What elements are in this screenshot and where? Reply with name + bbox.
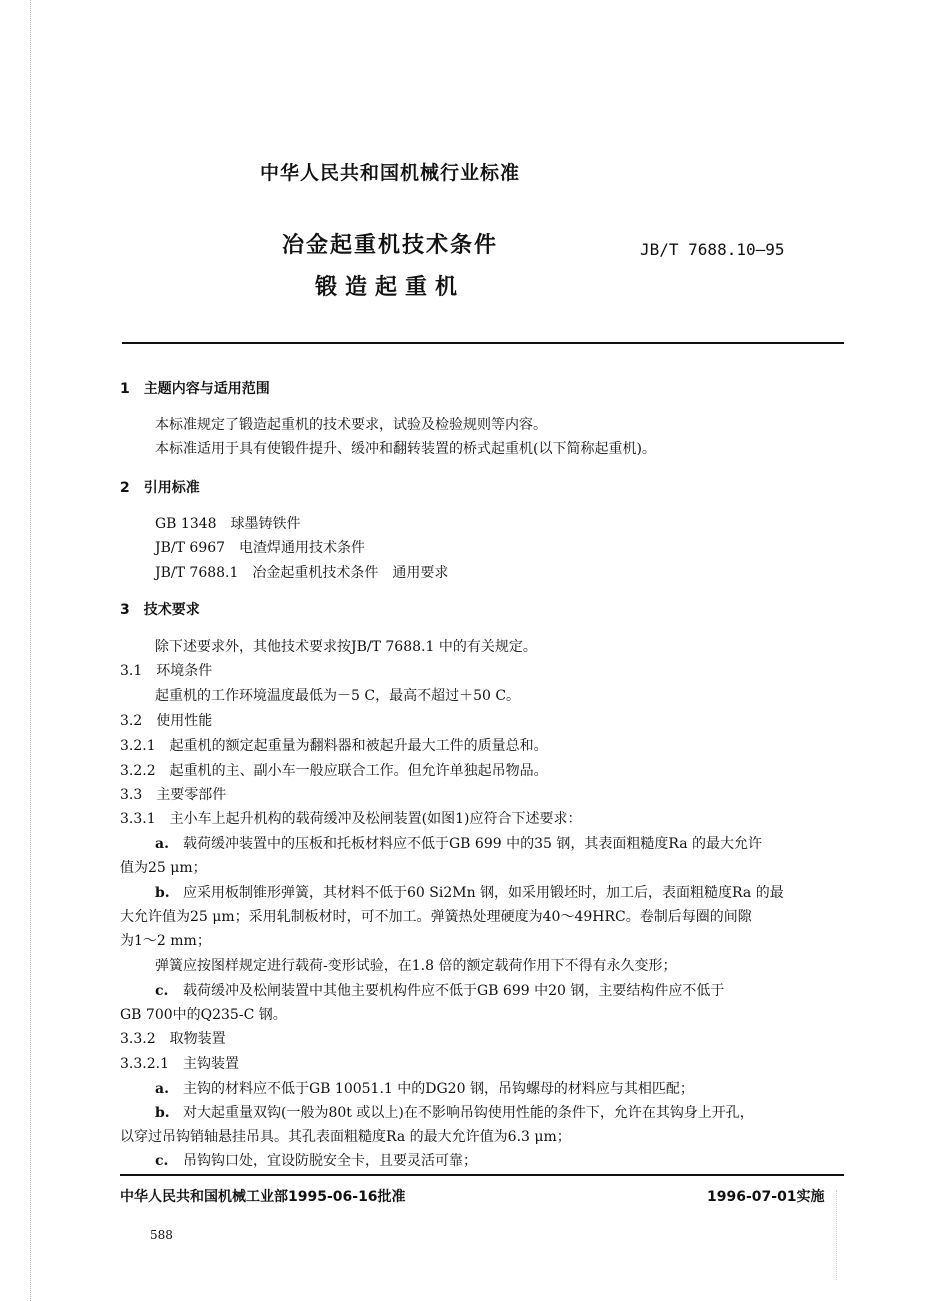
list-item-c (155, 980, 724, 1000)
hook-item-a (155, 1078, 694, 1098)
scan-edge-line-bottom (836, 1190, 837, 1280)
document-subtitle: 锻造起重机 (314, 275, 465, 300)
list-item-continuation: 以穿过吊钩销轴悬挂吊具。其孔表面粗糙度Ra 的最大允许值为6.3 μm； (120, 1129, 571, 1145)
clause-heading: 3.3.2 取物装置 (120, 1031, 226, 1047)
list-marker: a. (155, 836, 169, 852)
list-item-text: 应采用板制锥形弹簧，其材料不低于60 Si2Mn 钢，如采用锻坯时，加工后，表面粗糙度Ra 的最 (183, 885, 784, 901)
list-item-text: 吊钩钩口处，宜设防脱安全卡，且要灵活可靠； (183, 1153, 477, 1169)
footer-divider (120, 1174, 844, 1176)
reference-item: JB/T 6967 电渣焊通用技术条件 (155, 540, 366, 556)
list-item-continuation: GB 700中的Q235-C 钢。 (120, 1007, 287, 1023)
section-3-heading: 3 技术要求 (120, 602, 200, 618)
clause-text: 弹簧应按图样规定进行载荷-变形试验，在1.8 倍的额定载荷作用下不得有永久变形； (155, 958, 677, 974)
clause-text: 3.2.1 起重机的额定起重量为翻料器和被起升最大工件的质量总和。 (120, 738, 548, 754)
clause-heading: 3.3.2.1 主钩装置 (120, 1056, 239, 1072)
list-marker: b. (155, 1105, 170, 1121)
section-3-intro: 除下述要求外，其他技术要求按JB/T 7688.1 中的有关规定。 (155, 639, 537, 655)
clause-heading: 3.3 主要零部件 (120, 787, 227, 803)
list-item-continuation: 为1～2 mm； (120, 933, 211, 949)
list-marker: b. (155, 885, 170, 901)
list-item-continuation: 大允许值为25 μm；采用轧制板材时，可不加工。弹簧热处理硬度为40～49HRC。卷制后每圈的间隙 (120, 909, 752, 925)
header-divider (122, 342, 844, 344)
list-item-text: 对大起重量双钩(一般为80t 或以上)在不影响吊钩使用性能的条件下，允许在其钩身上开孔， (183, 1105, 754, 1121)
list-item-continuation: 值为25 μm； (120, 860, 207, 876)
list-item-a (155, 833, 762, 853)
hook-item-b (155, 1102, 754, 1122)
list-item-text: 主钩的材料应不低于GB 10051.1 中的DG20 钢，吊钩螺母的材料应与其相匹配； (183, 1081, 694, 1097)
list-item-text: 载荷缓冲及松闸装置中其他主要机构件应不低于GB 699 中20 钢，主要结构件应不低于 (183, 983, 725, 999)
list-item-text: 载荷缓冲装置中的压板和托板材料应不低于GB 699 中的35 钢，其表面粗糙度Ra 的最大允许 (183, 836, 763, 852)
clause-text: 起重机的工作环境温度最低为－5 C，最高不超过＋50 C。 (155, 688, 521, 704)
clause-text: 3.3.1 主小车上起升机构的载荷缓冲及松闸装置(如图1)应符合下述要求： (120, 811, 582, 827)
reference-item: JB/T 7688.1 冶金起重机技术条件 通用要求 (155, 565, 449, 581)
effective-date: 1996-07-01实施 (707, 1189, 825, 1205)
section-2-heading: 2 引用标准 (120, 480, 200, 496)
list-marker: c. (155, 1153, 169, 1169)
list-item-b (155, 882, 784, 902)
clause-heading: 3.2 使用性能 (120, 713, 213, 729)
standard-code: JB/T 7688.10—95 (640, 240, 785, 259)
section-1-paragraph: 本标准规定了锻造起重机的技术要求，试验及检验规则等内容。 (155, 417, 547, 433)
section-1-heading: 1 主题内容与适用范围 (120, 381, 270, 397)
clause-text: 3.2.2 起重机的主、副小车一般应联合工作。但允许单独起吊物品。 (120, 763, 548, 779)
hook-item-c (155, 1150, 477, 1170)
scan-edge-line (30, 0, 31, 1301)
industry-standard-header: 中华人民共和国机械行业标准 (259, 162, 520, 184)
list-marker: a. (155, 1081, 169, 1097)
reference-item: GB 1348 球墨铸铁件 (155, 516, 301, 532)
approval-line: 中华人民共和国机械工业部1995-06-16批准 (120, 1189, 406, 1205)
section-1-paragraph: 本标准适用于具有使锻件提升、缓冲和翻转装置的桥式起重机(以下简称起重机)。 (155, 441, 656, 457)
list-marker: c. (155, 983, 169, 999)
clause-heading: 3.1 环境条件 (120, 663, 213, 679)
document-title: 冶金起重机技术条件 (281, 233, 498, 258)
page-number: 588 (150, 1228, 173, 1242)
